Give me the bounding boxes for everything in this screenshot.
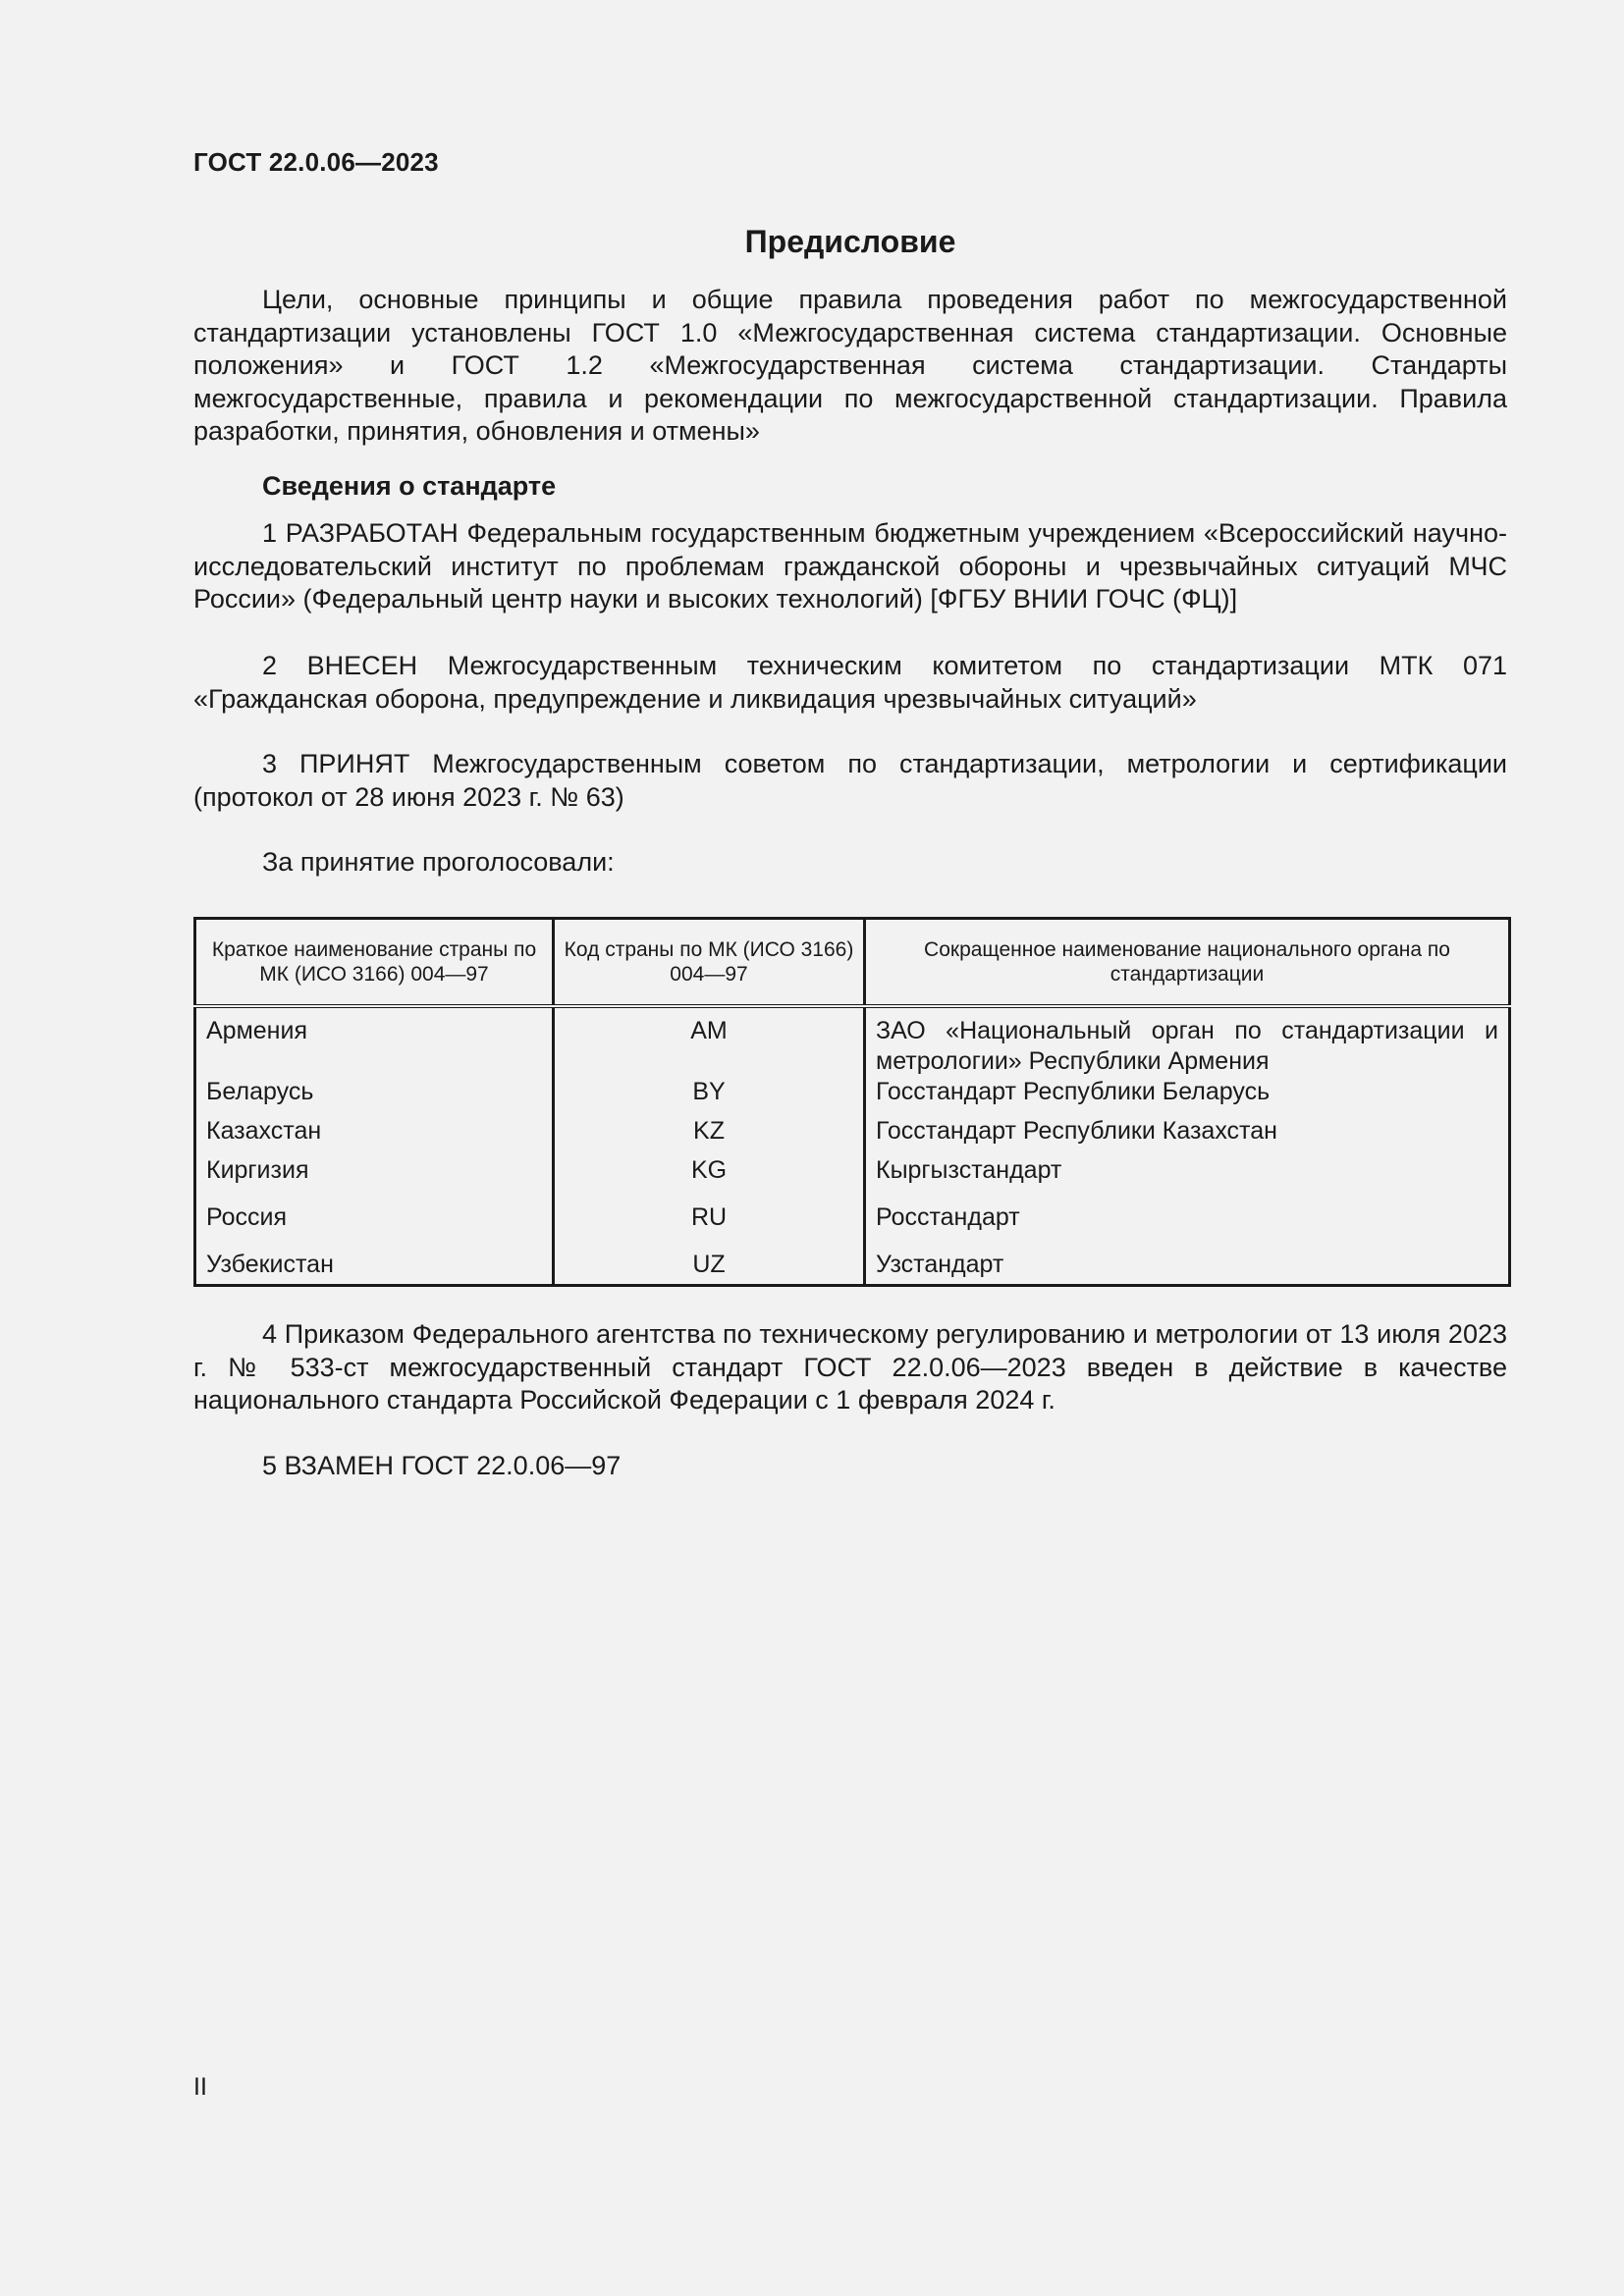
item-adopted: 3 ПРИНЯТ Межгосударственным советом по стандартизации, метрологии и сертификации (протокол от 28 июня 2023 г. № 63) <box>193 749 1507 812</box>
table-row <box>195 1077 1510 1116</box>
table-row <box>195 1202 1510 1250</box>
table-row <box>195 1250 1510 1286</box>
item-enacted: 4 Приказом Федерального агентства по техническому регулированию и метрологии от 13 июля 2023 г. № 533-ст межгосударственный стандарт ГОСТ 22.0.06—2023 введен в действие в качестве национального стандарта Российской Федерации с 1 февраля 2024 г. <box>193 1319 1507 1415</box>
page-number: II <box>193 2073 207 2101</box>
country-name: Беларусь <box>195 1077 554 1116</box>
table-row <box>195 1155 1510 1202</box>
item-replaces: 5 ВЗАМЕН ГОСТ 22.0.06—97 <box>262 1451 622 1480</box>
section-heading: Сведения о стандарте <box>262 471 557 501</box>
country-code: KG <box>554 1155 865 1202</box>
item-developed: 1 РАЗРАБОТАН Федеральным государственным бюджетным учреждением «Всероссийский научно-исследовательский институт по проблемам гражданской обороны и чрезвычайных ситуаций МЧС России» (Федеральный центр науки и высоких технологий) [ФГБУ ВНИИ ГОЧС (ФЦ)] <box>193 518 1507 614</box>
table-header-row <box>195 919 1510 1007</box>
country-name: Казахстан <box>195 1116 554 1155</box>
country-code: KZ <box>554 1116 865 1155</box>
voted-intro: За принятие проголосовали: <box>262 847 615 877</box>
country-name: Узбекистан <box>195 1250 554 1286</box>
table-row <box>195 1006 1510 1077</box>
country-name: Армения <box>195 1006 554 1077</box>
page-title: Предисловие <box>744 224 956 259</box>
country-code: RU <box>554 1202 865 1250</box>
standards-body: Госстандарт Республики Беларусь <box>876 1078 1271 1105</box>
document-code: ГОСТ 22.0.06—2023 <box>193 147 439 177</box>
country-code: UZ <box>554 1250 865 1286</box>
country-code: AM <box>554 1006 865 1077</box>
table-row <box>195 1116 1510 1155</box>
header-country-name: Краткое наименование страны по МК (ИСО 3166) 004—97 <box>195 919 554 1007</box>
standards-body: Госстандарт Республики Казахстан <box>876 1117 1277 1145</box>
countries-table <box>193 917 1511 1287</box>
item-introduced: 2 ВНЕСЕН Межгосударственным техническим комитетом по стандартизации МТК 071 «Гражданская оборона, предупреждение и ликвидация чрезвычайных ситуаций» <box>193 651 1507 714</box>
standards-body: ЗАО «Национальный орган по стандартизации и метрологии» Республики Армения <box>876 1017 1498 1075</box>
country-name: Россия <box>195 1202 554 1250</box>
country-code: BY <box>554 1077 865 1116</box>
standards-body: Узстандарт <box>876 1251 1004 1278</box>
standards-body: Росстандарт <box>876 1203 1020 1231</box>
intro-paragraph: Цели, основные принципы и общие правила проведения работ по межгосударственной стандартизации установлены ГОСТ 1.0 «Межгосударственная система стандартизации. Основные положения» и ГОСТ 1.2 «Межгосударственная система стандартизации. Стандарты межгосударственные, правила и рекомендации по межгосударственной стандартизации. Правила разработки, принятия, обновления и отмены» <box>193 285 1507 446</box>
header-standards-body: Сокращенное наименование национального органа по стандартизации <box>865 919 1510 1007</box>
standards-body: Кыргызстандарт <box>876 1156 1062 1184</box>
country-name: Киргизия <box>195 1155 554 1202</box>
header-country-code: Код страны по МК (ИСО 3166) 004—97 <box>554 919 865 1007</box>
